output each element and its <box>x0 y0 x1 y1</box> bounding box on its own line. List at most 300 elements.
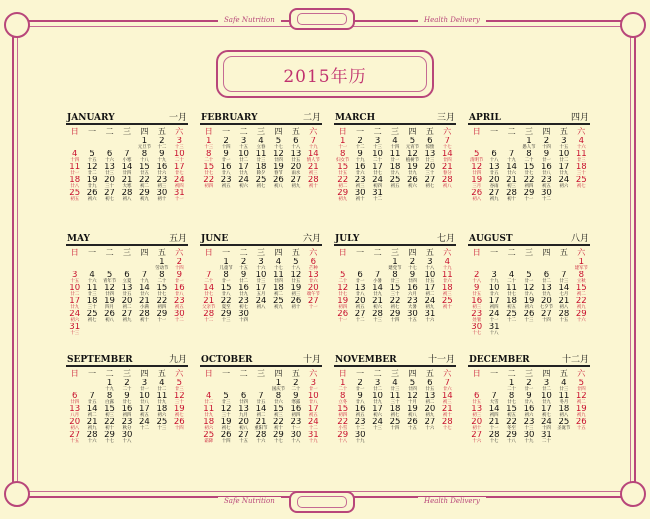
day-cell <box>573 284 590 297</box>
lunar-date: 初九 <box>425 413 435 418</box>
day-number: 14 <box>139 284 150 293</box>
day-cell <box>217 392 234 405</box>
day-number: 16 <box>173 284 185 293</box>
lunar-date: 立冬 <box>338 400 348 405</box>
month-name-en: JULY <box>335 234 360 244</box>
day-number: 24 <box>372 418 383 427</box>
day-number: 5 <box>409 137 416 146</box>
lunar-date: 初十 <box>442 305 452 310</box>
day-cell <box>503 271 520 284</box>
day-grid <box>200 125 322 189</box>
lunar-date: 十九 <box>157 158 167 163</box>
day-number: 14 <box>86 405 98 414</box>
day-cell <box>217 137 234 150</box>
day-cell <box>101 310 118 323</box>
day-number: 24 <box>424 297 436 306</box>
lunar-date: 初三 <box>442 292 452 297</box>
lunar-date: 十八 <box>507 439 516 444</box>
lunar-date: 端午节 <box>306 292 320 297</box>
day-number: 20 <box>69 418 81 427</box>
empty-cell <box>468 137 485 150</box>
day-number: 20 <box>488 176 500 185</box>
day-cell <box>118 310 135 323</box>
day-number: 25 <box>558 418 570 427</box>
day-number: 1 <box>106 379 113 388</box>
day-number: 16 <box>220 163 232 172</box>
day-cell <box>386 284 403 297</box>
day-number: 17 <box>173 163 185 172</box>
day-number: 3 <box>427 258 433 267</box>
day-cell <box>270 297 287 310</box>
lunar-date: 廿七 <box>338 292 348 297</box>
lunar-date: 十八 <box>472 279 482 284</box>
lunar-date: 初四 <box>489 305 499 310</box>
day-number: 3 <box>491 271 497 280</box>
day-cell <box>287 431 304 444</box>
day-number: 11 <box>86 284 98 293</box>
lunar-date: 三月 <box>472 184 482 189</box>
day-cell <box>235 150 252 163</box>
day-number: 20 <box>121 297 133 306</box>
day-cell <box>520 297 537 310</box>
lunar-date: 十七 <box>274 266 283 271</box>
day-number: 18 <box>255 163 267 172</box>
day-number: 17 <box>255 284 267 293</box>
day-number: 23 <box>121 418 133 427</box>
day-cell <box>171 137 188 150</box>
lunar-date: 初六 <box>373 413 382 418</box>
day-cell <box>351 137 368 150</box>
day-number: 15 <box>389 284 401 293</box>
lunar-date: 初六 <box>373 305 382 310</box>
day-cell <box>287 284 304 297</box>
day-number: 22 <box>156 297 168 306</box>
day-number: 25 <box>273 297 284 306</box>
lunar-date: 初十 <box>157 197 167 202</box>
day-number: 13 <box>290 150 302 159</box>
day-cell <box>520 405 537 418</box>
empty-cell <box>118 258 135 271</box>
day-number: 29 <box>506 431 517 440</box>
lunar-date: 大雪 <box>489 400 499 405</box>
day-number: 4 <box>444 258 450 267</box>
day-cell <box>520 271 537 284</box>
weekday-header: 二 <box>507 127 516 136</box>
lunar-date: 初八 <box>274 184 283 189</box>
day-number: 1 <box>526 137 532 146</box>
day-cell <box>351 418 368 431</box>
day-cell <box>118 392 135 405</box>
day-number: 2 <box>474 271 480 280</box>
lunar-date: 十九 <box>105 387 114 392</box>
day-cell <box>369 392 386 405</box>
day-number: 12 <box>407 150 418 159</box>
day-number: 1 <box>141 137 148 146</box>
lunar-date: 初三 <box>472 413 482 418</box>
weekday-header: 一 <box>356 369 365 378</box>
day-cell <box>200 150 217 163</box>
lunar-date: 初七 <box>576 184 586 189</box>
day-number: 13 <box>307 271 319 280</box>
day-number: 5 <box>176 379 182 388</box>
lunar-date: 廿九 <box>559 171 569 176</box>
day-cell <box>270 405 287 418</box>
day-number: 13 <box>541 284 552 293</box>
day-number: 24 <box>255 297 267 306</box>
day-cell <box>485 310 502 323</box>
day-cell <box>83 150 100 163</box>
day-number: 12 <box>273 150 284 159</box>
lunar-date: 重阳节 <box>254 426 268 431</box>
month-name-cn: 十一月 <box>427 355 455 365</box>
day-number: 16 <box>238 284 249 293</box>
day-cell <box>351 379 368 392</box>
lunar-date: 初三 <box>355 184 365 189</box>
day-cell <box>538 163 555 176</box>
day-number: 20 <box>424 163 436 172</box>
day-cell <box>252 163 269 176</box>
lunar-date: 廿一 <box>524 387 534 392</box>
day-number: 15 <box>156 284 168 293</box>
lunar-date: 廿八 <box>308 400 318 405</box>
day-cell <box>538 189 555 202</box>
day-cell <box>386 418 403 431</box>
lunar-date: 廿八 <box>390 171 400 176</box>
day-cell <box>305 431 322 444</box>
lunar-date: 初三 <box>308 171 318 176</box>
day-number: 22 <box>273 418 284 427</box>
day-cell <box>421 310 438 323</box>
day-cell <box>136 284 153 297</box>
lunar-date: 十七 <box>274 145 283 150</box>
day-cell <box>66 405 83 418</box>
lunar-date: 二十 <box>291 387 301 392</box>
day-cell <box>573 418 590 431</box>
day-number: 13 <box>471 405 483 414</box>
day-number: 1 <box>392 258 398 267</box>
lunar-date: 十五 <box>239 145 248 150</box>
lunar-date: 十九 <box>308 145 318 150</box>
day-cell <box>66 323 83 336</box>
day-number: 17 <box>139 405 150 414</box>
day-number: 5 <box>275 137 282 146</box>
day-cell <box>439 297 456 310</box>
weekday-header: 一 <box>356 127 365 136</box>
weekday-header: 一 <box>222 127 231 136</box>
day-number: 27 <box>307 297 319 306</box>
month-name-cn: 一月 <box>168 113 187 123</box>
day-number: 5 <box>293 258 299 267</box>
lunar-date: 初十 <box>105 426 114 431</box>
day-number: 6 <box>357 271 363 280</box>
weekday-header: 二 <box>105 369 114 378</box>
lunar-date: 廿七 <box>524 171 534 176</box>
weekday-header: 五 <box>425 369 434 378</box>
day-number: 27 <box>104 189 115 198</box>
lunar-date: 十九 <box>355 439 365 444</box>
day-number: 2 <box>223 137 229 146</box>
day-number: 18 <box>86 297 98 306</box>
day-cell <box>468 163 485 176</box>
weekday-header: 四 <box>408 127 417 136</box>
lunar-date: 十七 <box>442 145 452 150</box>
lunar-date: 初四 <box>524 184 534 189</box>
lunar-date: 初四 <box>338 305 348 310</box>
lunar-date: 廿五 <box>425 279 435 284</box>
day-number: 11 <box>575 150 587 159</box>
empty-cell <box>101 258 118 271</box>
day-cell <box>136 271 153 284</box>
lunar-date: 元宵节 <box>405 145 420 150</box>
day-number: 19 <box>290 284 302 293</box>
day-number: 22 <box>337 176 349 185</box>
day-number: 13 <box>424 150 436 159</box>
day-number: 15 <box>575 284 587 293</box>
lunar-date: 初七 <box>221 426 231 431</box>
day-cell <box>270 137 287 150</box>
month-august <box>468 229 590 339</box>
day-cell <box>235 137 252 150</box>
day-number: 8 <box>578 271 584 280</box>
banner-left-text: Safe Nutrition <box>218 16 281 24</box>
day-cell <box>235 284 252 297</box>
lunar-date: 十一 <box>489 318 499 323</box>
day-number: 4 <box>561 379 567 388</box>
lunar-date: 十七 <box>274 439 283 444</box>
day-number: 27 <box>290 176 302 185</box>
day-number: 28 <box>372 310 383 319</box>
lunar-date: 十四 <box>70 158 80 163</box>
lunar-date: 廿六 <box>507 171 516 176</box>
day-cell <box>270 431 287 444</box>
lunar-date: 初七 <box>239 305 248 310</box>
day-cell <box>351 405 368 418</box>
lunar-date: 廿五 <box>140 171 149 176</box>
lunar-date: 十四 <box>390 318 400 323</box>
day-cell <box>404 310 421 323</box>
day-cell <box>252 418 269 431</box>
day-number: 21 <box>488 418 500 427</box>
day-cell <box>171 418 188 431</box>
day-number: 19 <box>523 297 535 306</box>
day-number: 31 <box>307 431 319 440</box>
day-cell <box>485 189 502 202</box>
weekday-header: 六 <box>443 248 452 257</box>
day-cell <box>386 379 403 392</box>
weekday-header: 一 <box>356 248 365 257</box>
day-number: 30 <box>290 431 302 440</box>
day-cell <box>101 163 118 176</box>
day-cell <box>305 392 322 405</box>
day-number: 21 <box>441 163 453 172</box>
day-cell <box>270 284 287 297</box>
day-cell <box>386 137 403 150</box>
day-number: 13 <box>238 405 249 414</box>
day-number: 2 <box>293 379 299 388</box>
lunar-date: 国庆节 <box>271 387 286 392</box>
day-number: 19 <box>575 405 587 414</box>
lunar-date: 十八 <box>489 331 499 336</box>
lunar-date: 初三 <box>472 305 482 310</box>
day-cell <box>305 418 322 431</box>
lunar-date: 圣诞节 <box>557 426 571 431</box>
lunar-date: 廿三 <box>105 171 114 176</box>
day-cell <box>83 431 100 444</box>
empty-cell <box>66 379 83 392</box>
day-number: 18 <box>506 297 517 306</box>
day-cell <box>235 258 252 271</box>
lunar-date: 初二 <box>256 413 266 418</box>
day-number: 23 <box>541 176 552 185</box>
lunar-date: 廿五 <box>87 400 97 405</box>
lunar-date: 廿八 <box>70 184 80 189</box>
weekday-header: 二 <box>507 369 516 378</box>
day-number: 8 <box>508 392 515 401</box>
day-cell <box>287 297 304 310</box>
day-number: 3 <box>374 137 381 146</box>
day-number: 20 <box>238 418 249 427</box>
day-number: 20 <box>307 284 319 293</box>
lunar-date: 廿四 <box>576 387 586 392</box>
lunar-date: 廿一 <box>390 158 400 163</box>
day-number: 26 <box>290 297 302 306</box>
lunar-date: 初五 <box>355 305 365 310</box>
day-number: 6 <box>543 271 550 280</box>
lunar-date: 廿六 <box>442 387 452 392</box>
day-cell <box>421 284 438 297</box>
lunar-date: 初七 <box>87 318 97 323</box>
lunar-date: 廿九 <box>239 292 248 297</box>
day-cell <box>520 189 537 202</box>
day-cell <box>468 405 485 418</box>
weekday-header: 一 <box>490 248 499 257</box>
day-cell <box>66 392 83 405</box>
day-number: 25 <box>575 176 587 185</box>
day-number: 28 <box>203 310 215 319</box>
lunar-date: 十三 <box>70 331 80 336</box>
day-number: 6 <box>106 150 113 159</box>
day-cell <box>404 297 421 310</box>
day-number: 7 <box>258 392 264 401</box>
day-cell <box>503 418 520 431</box>
day-cell <box>421 405 438 418</box>
day-number: 24 <box>541 418 552 427</box>
day-number: 11 <box>558 392 570 401</box>
lunar-date: 初九 <box>576 413 586 418</box>
day-cell <box>421 392 438 405</box>
day-cell <box>538 150 555 163</box>
lunar-date: 初七 <box>425 184 435 189</box>
weekday-header: 四 <box>542 127 551 136</box>
day-cell <box>439 137 456 150</box>
day-number: 29 <box>139 189 150 198</box>
lunar-date: 十一 <box>157 318 167 323</box>
weekday-header: 二 <box>239 369 248 378</box>
day-number: 10 <box>558 150 570 159</box>
corner-ornament <box>620 12 646 38</box>
day-number: 1 <box>275 379 282 388</box>
lunar-date: 初八 <box>442 184 452 189</box>
day-number: 1 <box>206 137 212 146</box>
day-number: 17 <box>558 163 570 172</box>
day-cell <box>538 284 555 297</box>
day-number: 19 <box>173 405 185 414</box>
weekday-header: 六 <box>175 248 184 257</box>
empty-cell <box>485 258 502 271</box>
day-number: 12 <box>337 284 349 293</box>
day-number: 28 <box>121 189 133 198</box>
day-number: 20 <box>290 163 302 172</box>
day-number: 19 <box>273 163 284 172</box>
month-header <box>200 108 322 125</box>
month-january <box>66 108 188 218</box>
lunar-date: 初八 <box>70 426 80 431</box>
lunar-date: 七月 <box>559 292 569 297</box>
day-cell <box>485 323 502 336</box>
day-cell <box>101 150 118 163</box>
day-cell <box>118 297 135 310</box>
empty-cell <box>538 258 555 271</box>
month-december <box>468 350 590 460</box>
day-cell <box>118 431 135 444</box>
month-header <box>468 350 590 367</box>
day-number: 5 <box>578 379 584 388</box>
day-cell <box>520 163 537 176</box>
day-cell <box>468 323 485 336</box>
day-cell <box>118 405 135 418</box>
day-number: 19 <box>86 176 98 185</box>
day-number: 6 <box>72 392 78 401</box>
lunar-date: 廿二 <box>542 279 551 284</box>
day-cell <box>66 431 83 444</box>
day-cell <box>136 137 153 150</box>
day-number: 9 <box>526 392 532 401</box>
day-number: 21 <box>121 176 133 185</box>
lunar-date: 廿八 <box>542 171 551 176</box>
day-number: 10 <box>488 284 500 293</box>
month-name-en: AUGUST <box>469 234 513 244</box>
day-cell <box>555 405 572 418</box>
lunar-date: 十五 <box>87 158 97 163</box>
day-cell <box>503 150 520 163</box>
day-cell <box>287 137 304 150</box>
day-number: 3 <box>72 271 78 280</box>
empty-cell <box>235 379 252 392</box>
lunar-date: 雨水 <box>291 171 301 176</box>
day-number: 9 <box>543 150 550 159</box>
lunar-date: 八月 <box>70 413 80 418</box>
banner-left-text: Safe Nutrition <box>218 497 281 505</box>
title-cartouche <box>216 50 434 98</box>
lunar-date: 廿五 <box>472 400 482 405</box>
day-number: 28 <box>86 431 98 440</box>
day-cell <box>334 431 351 444</box>
day-cell <box>555 379 572 392</box>
day-number: 1 <box>223 258 229 267</box>
day-cell <box>538 137 555 150</box>
month-name-cn: 八月 <box>570 234 589 244</box>
day-number: 17 <box>372 163 383 172</box>
weekday-header: 二 <box>105 127 114 136</box>
lunar-date: 廿三 <box>174 387 184 392</box>
lunar-date: 初九 <box>291 184 301 189</box>
day-cell <box>468 150 485 163</box>
day-cell <box>520 176 537 189</box>
weekday-header: 六 <box>309 127 318 136</box>
day-cell <box>386 163 403 176</box>
lunar-date: 二十 <box>542 439 551 444</box>
lunar-date: 十六 <box>576 318 586 323</box>
